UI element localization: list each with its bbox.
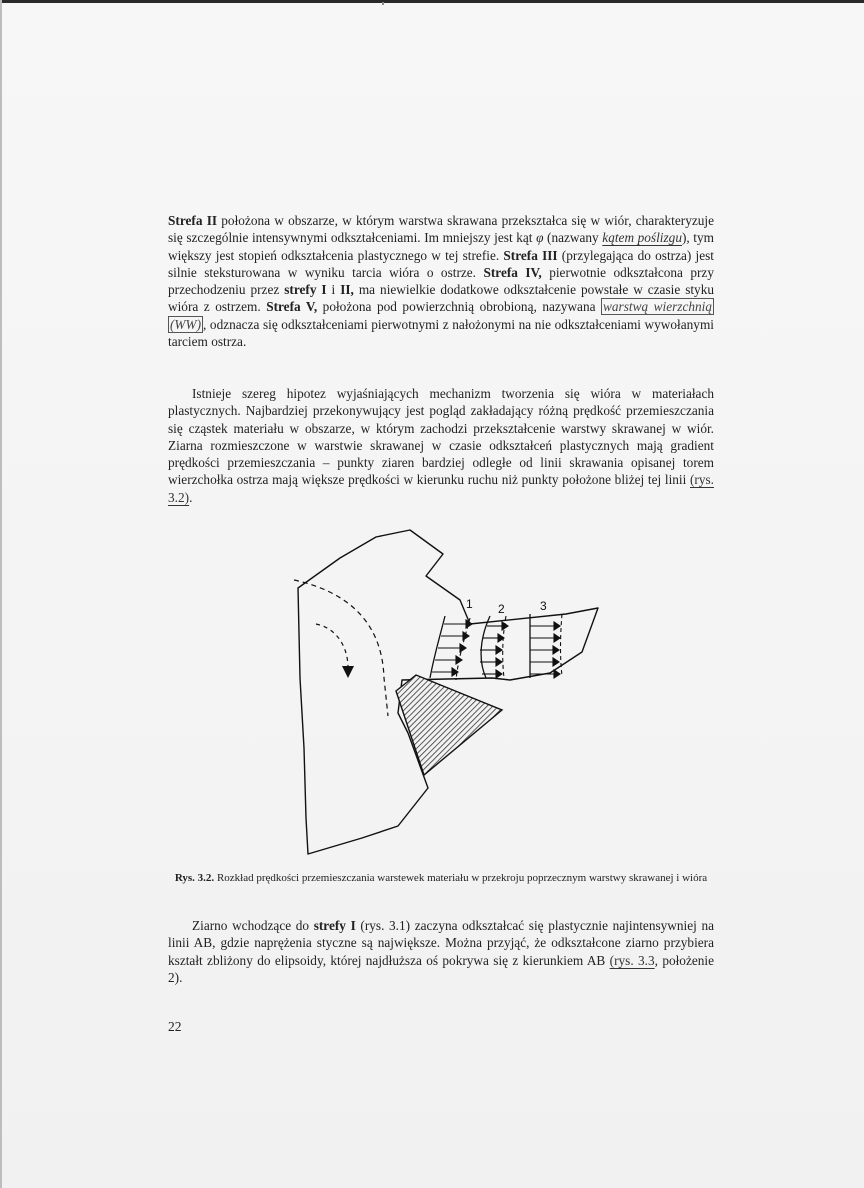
motion-arrowhead (342, 666, 354, 678)
paragraph-zones (168, 212, 714, 350)
layer-boundary-1 (430, 616, 445, 678)
figure-velocity-distribution (280, 528, 620, 862)
figure-caption (168, 871, 714, 885)
text-run: , odznacza się odkształceniami pierwotnymi z nałożonymi na nie odkształceniami wywołanymi tarciem ostrza. (168, 316, 714, 350)
figure-label-3: 3 (540, 599, 547, 613)
text-run: , położenie 2). (168, 952, 715, 985)
bold-term: II, (340, 282, 354, 298)
paragraph-hypotheses (168, 385, 714, 506)
figure-reference: (rys. 3.2) (168, 472, 714, 505)
layer-boundary-2 (481, 616, 490, 678)
scan-speck (382, 2, 384, 5)
scan-left-edge (0, 0, 2, 1188)
text-run: (rys. 3.1) zaczyna odkształcać się plastycznie najintensywniej na linii AB, gdzie naprężenia styczne są największe. Można przyjąć, że odkształcone ziarno przybiera kształt zbliżony do elipsoidy, której najdłuższa oś pokrywa się z kierunkiem AB (168, 918, 715, 968)
motion-arrow-dashed (316, 624, 348, 668)
bold-term: Strefa III (503, 247, 558, 263)
text-run: ma niewielkie dodatkowe odkształcenie powstałe w czasie styku wióra z ostrzem. (168, 282, 715, 315)
text-run: położona pod powierzchnią obrobioną, nazywana (317, 299, 602, 315)
phi-symbol: φ (536, 230, 544, 246)
text-run: położona w obszarze, w którym warstwa skrawana przekształca się w wiór, charakteryzuje się szczególnie intensywnymi odkształceniami. Im mniejszy jest kąt (168, 213, 714, 246)
figure-label-1: 1 (466, 597, 473, 611)
figure-label-2: 2 (498, 602, 505, 616)
text-run: (przylegająca do ostrza) jest silnie steksturowana w wyniku tarcia wióra o ostrze. (168, 247, 714, 280)
velocity-ref-dashed-3 (561, 614, 563, 676)
bold-term: strefy I (284, 282, 327, 298)
term-shear-angle: kątem poślizgu (602, 230, 682, 246)
shear-line-dashed (294, 580, 388, 716)
text-run: . (189, 489, 193, 505)
text-run: (nazwany (543, 230, 603, 246)
text-run: pierwotnie odkształcona przy przechodzeniu przez (168, 264, 714, 298)
bold-term: Strefa V, (266, 299, 318, 315)
caption-text: Rozkład prędkości przemieszczania warstewek materiału w przekroju poprzecznym warstwy skrawanej i wióra (214, 872, 708, 884)
cutting-tool (396, 675, 502, 775)
abbr-ww: (WW) (170, 316, 202, 332)
bold-term: strefy I (313, 918, 356, 933)
bold-term: Strefa II (168, 213, 218, 228)
text-run: ), tym większy jest stopień odkształcenia plastycznego w tej strefie. (168, 230, 714, 263)
paragraph-grain (168, 917, 714, 986)
page-number: 22 (168, 1019, 182, 1034)
term-surface-layer: warstwą wierzchnią (603, 299, 712, 315)
scan-top-edge (0, 0, 864, 3)
text-run: Istnieje szereg hipotez wyjaśniających mechanizm tworzenia się wióra w materiałach plastycznych. Najbardziej przekonywujący jest pogląd zakładający różną prędkość przemieszczania się cząstek materiału w obszarze, w którym zachodzi przekształcenie warstwy skrawanej w wiór. Ziarna rozmieszczone w warstwie skrawanej w czasie odkształceń plastycznych mają gradient prędkości przemieszczania – punkty ziaren bardziej odległe od linii skrawania opisanej torem wierzchołka ostrza mają większe prędkości w kierunku ruchu niż punkty położone bliżej tej linii (168, 386, 714, 488)
text-run: i (326, 282, 341, 298)
velocity-arrows-1 (432, 620, 472, 676)
figure-drawing (280, 528, 620, 862)
caption-label: Rys. 3.2. (174, 872, 215, 884)
text-run: Ziarno wchodzące do (192, 918, 314, 933)
bold-term: Strefa IV, (483, 264, 542, 280)
figure-reference: (rys. 3.3 (609, 952, 655, 968)
